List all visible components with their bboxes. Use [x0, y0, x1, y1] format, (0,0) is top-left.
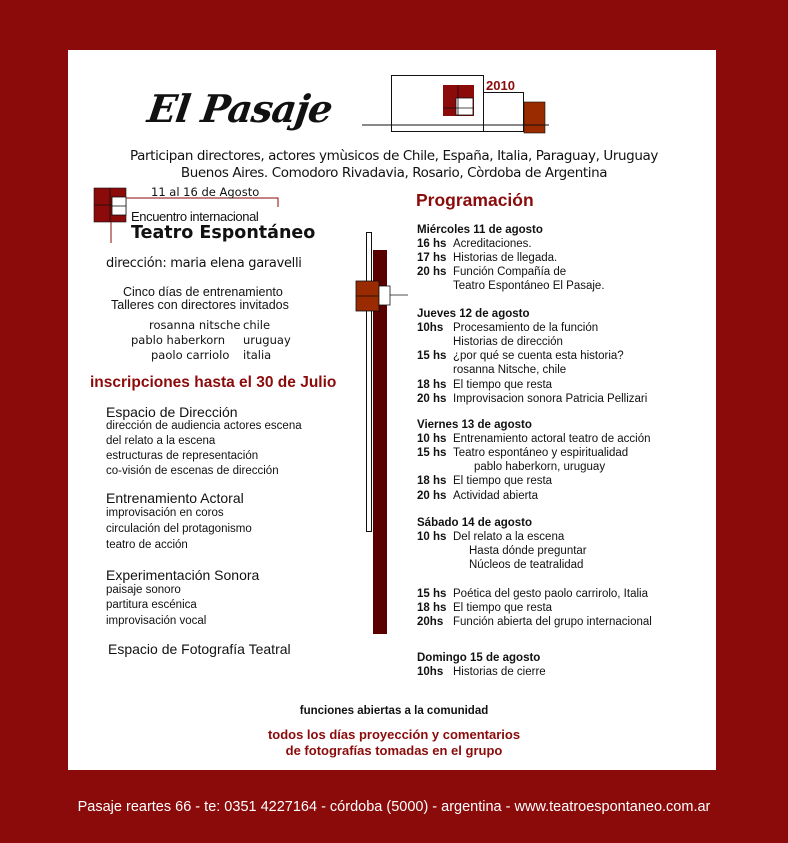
section-title: Experimentación Sonora [106, 567, 260, 583]
participants-line-2: Buenos Aires. Comodoro Rivadavia, Rosario, Còrdoba de Argentina [180, 165, 608, 181]
schedule-activity: Acreditaciones. [453, 238, 532, 251]
schedule-activity: Procesamiento de la función [453, 322, 599, 335]
section-item: paisaje sonoro [106, 584, 181, 596]
schedule-time: 10 hs [417, 531, 447, 544]
training-text: Cinco días de entrenamiento [123, 285, 283, 299]
workshops-text: Talleres con directores invitados [111, 298, 289, 312]
schedule-day: Domingo 15 de agosto [417, 652, 541, 664]
schedule-time: 15 hs [417, 587, 447, 600]
schedule-activity: Del relato a la escena [453, 531, 565, 544]
logo-el-pasaje: El Pasaje [144, 86, 335, 131]
daily-note-line-1: todos los días proyección y comentarios [267, 727, 521, 742]
guest-name: pablo haberkorn [131, 333, 226, 347]
guest-country: italia [243, 348, 272, 362]
schedule-time: 18 hs [417, 475, 447, 488]
schedule-time: 20 hs [417, 489, 447, 502]
participants-line-1: Participan directores, actores ymùsicos de Chile, España, Italia, Paraguay, Uruguay [130, 148, 658, 164]
section-title: Espacio de Fotografía Teatral [108, 641, 291, 657]
schedule-time: 10hs [417, 322, 444, 335]
registration-deadline: inscripciones hasta el 30 de Julio [90, 374, 337, 391]
open-functions-note: funciones abiertas a la comunidad [299, 705, 489, 717]
guest-country: uruguay [243, 333, 291, 347]
section-item: dirección de audiencia actores escena [106, 420, 302, 432]
schedule-activity: Actividad abierta [453, 489, 539, 502]
event-subtitle: Encuentro internacional [131, 209, 259, 224]
schedule-time: 16 hs [417, 238, 447, 251]
schedule-activity: Improvisacion sonora Patricia Pellizari [453, 392, 648, 405]
schedule-time: 20hs [417, 615, 444, 628]
schedule-activity: Teatro espontáneo y espiritualidad [453, 447, 629, 460]
schedule-day: Jueves 12 de agosto [417, 308, 530, 320]
daily-note-line-2: de fotografías tomadas en el grupo [285, 743, 503, 758]
schedule-time: 18 hs [417, 601, 447, 614]
schedule-time: 10 hs [417, 433, 447, 446]
schedule-activity: El tiempo que resta [453, 475, 553, 488]
schedule-time: 20 hs [417, 392, 447, 405]
section-item: del relato a la escena [106, 435, 216, 447]
section-title: Espacio de Dirección [106, 404, 238, 420]
schedule-time: 20 hs [417, 266, 447, 279]
schedule-activity: El tiempo que resta [453, 378, 553, 391]
section-item: co-visión de escenas de dirección [106, 465, 279, 477]
schedule-activity: Poética del gesto paolo carrirolo, Italia [453, 587, 648, 600]
schedule-time: 17 hs [417, 252, 447, 265]
schedule-time: 10hs [417, 666, 444, 679]
event-direction: dirección: maria elena garavelli [106, 256, 302, 271]
programacion-title: Programación [416, 190, 534, 210]
schedule-activity: El tiempo que resta [453, 601, 553, 614]
section-item: partitura escénica [106, 599, 197, 611]
section-item: improvisación en coros [106, 507, 224, 519]
vertical-divider-graphic [356, 233, 408, 635]
section-item: improvisación vocal [106, 615, 207, 627]
schedule-activity: rosanna Nitsche, chile [453, 364, 567, 377]
schedule-time: 15 hs [417, 350, 447, 363]
section-item: teatro de acción [106, 539, 188, 551]
schedule-activity: Función Compañía de [453, 266, 567, 279]
schedule-activity: Función abierta del grupo internacional [453, 615, 652, 628]
schedule-activity: pablo haberkorn, uruguay [474, 461, 606, 474]
schedule-day: Miércoles 11 de agosto [417, 224, 543, 236]
header-logo-graphic [362, 76, 549, 134]
schedule-activity: Entrenamiento actoral teatro de acción [453, 433, 651, 446]
schedule-activity: Hasta dónde preguntar [469, 545, 587, 558]
schedule-activity: Historias de dirección [453, 336, 563, 349]
footer-contact: Pasaje reartes 66 - te: 0351 4227164 - córdoba (5000) - argentina - www.teatroespontaneo.com.ar [77, 799, 711, 815]
schedule-day: Sábado 14 de agosto [417, 517, 533, 529]
event-dates: 11 al 16 de Agosto [151, 185, 260, 199]
schedule-activity: ¿por qué se cuenta esta historia? [453, 350, 624, 363]
schedule-activity: Teatro Espontáneo El Pasaje. [453, 280, 605, 293]
schedule-activity: Historias de cierre [453, 666, 546, 679]
event-title: Teatro Espontáneo [131, 223, 316, 243]
year-label: 2010 [486, 78, 515, 93]
schedule-time: 18 hs [417, 378, 447, 391]
section-item: circulación del protagonismo [106, 523, 252, 535]
section-item: estructuras de representación [106, 450, 259, 462]
schedule-activity: Historias de llegada. [453, 252, 558, 265]
section-title: Entrenamiento Actoral [106, 490, 244, 506]
guest-country: chile [243, 318, 271, 332]
schedule-activity: Núcleos de teatralidad [469, 559, 584, 572]
schedule-time: 15 hs [417, 447, 447, 460]
guest-name: paolo carriolo [151, 348, 230, 362]
schedule-day: Viernes 13 de agosto [417, 419, 532, 431]
guest-name: rosanna nitsche [149, 318, 241, 332]
